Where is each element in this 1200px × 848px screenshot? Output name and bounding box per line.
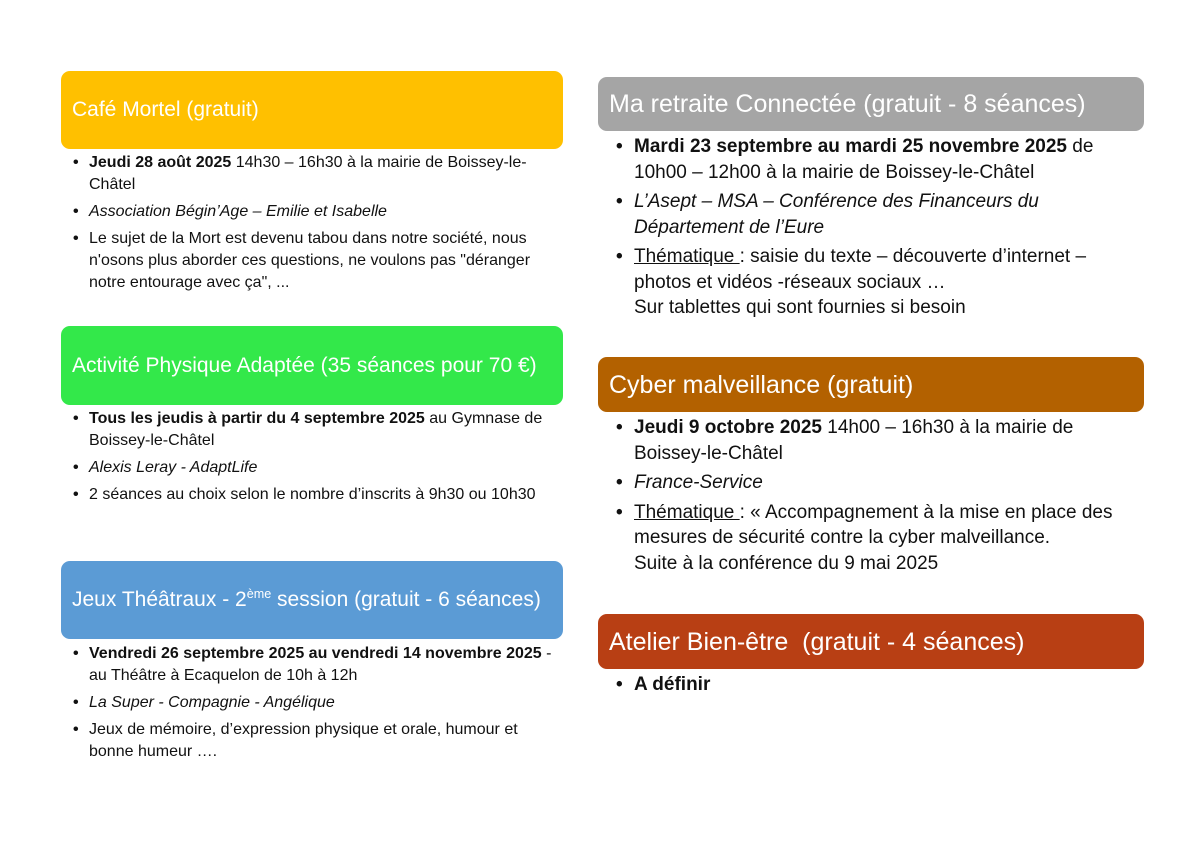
jeux-theatraux-organizer: • La Super - Compagnie - Angélique bbox=[73, 692, 563, 714]
cafe-mortel-title: Café Mortel (gratuit) bbox=[72, 98, 259, 122]
cafe-mortel-details bbox=[73, 152, 563, 299]
jeux-theatraux-details bbox=[73, 643, 563, 768]
atelier-bien-etre-item: • A définir bbox=[616, 672, 1144, 698]
jeux-theatraux-description: • Jeux de mémoire, d’expression physique et orale, humour et bonne humeur …. bbox=[73, 719, 563, 763]
activite-physique-date: • Tous les jeudis à partir du 4 septembre 2025 au Gymnase de Boissey-le-Châtel bbox=[73, 408, 563, 452]
atelier-bien-etre-header bbox=[598, 614, 1144, 669]
cyber-malveillance-title: Cyber malveillance (gratuit) bbox=[609, 370, 914, 399]
retraite-connectee-details bbox=[616, 134, 1144, 325]
activite-physique-details bbox=[73, 408, 563, 511]
cyber-malveillance-header bbox=[598, 357, 1144, 412]
activite-physique-header bbox=[61, 326, 563, 405]
jeux-theatraux-title: Jeux Théâtraux - 2ème session (gratuit - 6 séances) bbox=[72, 587, 541, 612]
atelier-bien-etre-details bbox=[616, 672, 1144, 702]
retraite-connectee-theme: • Thématique : saisie du texte – découverte d’internet – photos et vidéos -réseaux sociaux … Sur tablettes qui sont fournies si besoin bbox=[616, 244, 1144, 321]
cafe-mortel-header bbox=[61, 71, 563, 149]
retraite-connectee-date: • Mardi 23 septembre au mardi 25 novembre 2025 de 10h00 – 12h00 à la mairie de Boissey-le-Châtel bbox=[616, 134, 1144, 185]
retraite-connectee-title: Ma retraite Connectée (gratuit - 8 séances) bbox=[609, 90, 1086, 118]
cyber-malveillance-theme: • Thématique : « Accompagnement à la mise en place des mesures de sécurité contre la cyber malveillance. Suite à la conférence du 9 mai 2025 bbox=[616, 500, 1144, 577]
cafe-mortel-organizer: • Association Bégin’Age – Emilie et Isabelle bbox=[73, 201, 563, 223]
retraite-connectee-header bbox=[598, 77, 1144, 131]
retraite-connectee-organizer: • L’Asept – MSA – Conférence des Financeurs du Département de l’Eure bbox=[616, 189, 1144, 240]
cyber-malveillance-details bbox=[616, 415, 1144, 580]
cyber-malveillance-date: • Jeudi 9 octobre 2025 14h00 – 16h30 à la mairie de Boissey-le-Châtel bbox=[616, 415, 1144, 466]
cyber-malveillance-organizer: • France-Service bbox=[616, 470, 1144, 496]
cafe-mortel-date: • Jeudi 28 août 2025 14h30 – 16h30 à la mairie de Boissey-le-Châtel bbox=[73, 152, 563, 196]
activite-physique-organizer: • Alexis Leray - AdaptLife bbox=[73, 457, 563, 479]
jeux-theatraux-date: • Vendredi 26 septembre 2025 au vendredi 14 novembre 2025 - au Théâtre à Ecaquelon de 10h à 12h bbox=[73, 643, 563, 687]
activite-physique-description: • 2 séances au choix selon le nombre d’inscrits à 9h30 ou 10h30 bbox=[73, 484, 563, 506]
atelier-bien-etre-title: Atelier Bien-être (gratuit - 4 séances) bbox=[609, 627, 1025, 656]
jeux-theatraux-header bbox=[61, 561, 563, 639]
activite-physique-title: Activité Physique Adaptée (35 séances pour 70 €) bbox=[72, 353, 537, 377]
cafe-mortel-description: • Le sujet de la Mort est devenu tabou dans notre société, nous n'osons plus aborder ces questions, ne voulons pas "déranger notre entourage avec ça", ... bbox=[73, 228, 563, 294]
